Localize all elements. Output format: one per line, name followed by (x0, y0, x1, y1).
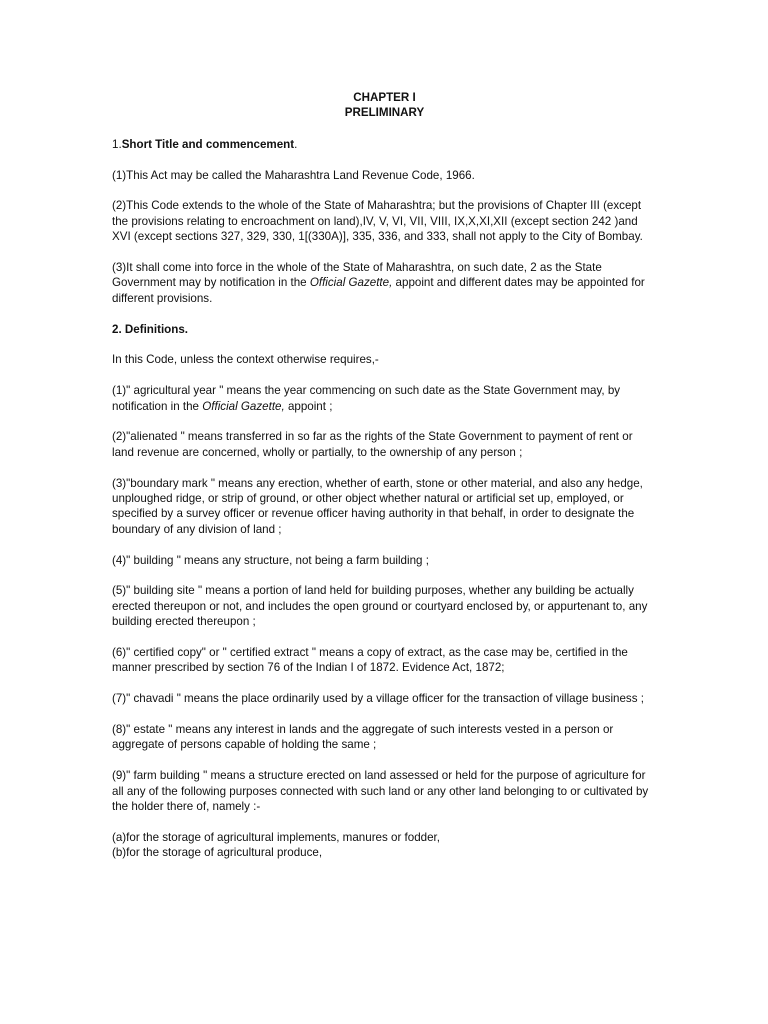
definition-9-item-b: (b)for the storage of agricultural produce, (112, 846, 323, 860)
definition-9-list (112, 830, 657, 861)
definition-1-gazette: Official Gazette, (202, 399, 285, 413)
chapter-heading (112, 90, 657, 121)
section-1-clause-1: (1)This Act may be called the Maharashtra Land Revenue Code, 1966. (112, 168, 475, 182)
definition-6: (6)" certified copy" or " certified extract " means a copy of extract, as the case may be, certified in the manner prescribed by section 76 of the Indian I of 1872. Evidence Act, 1872; (112, 646, 628, 675)
chapter-title: PRELIMINARY (344, 106, 425, 120)
document-page (112, 90, 657, 876)
definition-1 (112, 383, 657, 414)
definition-2: (2)"alienated " means transferred in so far as the rights of the State Government to payment of rent or land revenue are concerned, wholly or partially, to the ownership of any person ; (112, 430, 633, 459)
clause-3-gazette: Official Gazette, (309, 276, 393, 290)
clause-3-text-a: (3)It shall come into force in the whole of the State of Maharashtra, on such date, 2 as the State Government may by notification in the (112, 261, 602, 290)
section-1-dot: . (118, 137, 122, 151)
section-1-heading (112, 137, 657, 152)
section-1-title: Short Title and commencement (121, 137, 295, 151)
definition-8: (8)" estate " means any interest in lands and the aggregate of such interests vested in a person or aggregate of persons capable of holding the same ; (112, 723, 614, 752)
chapter-number: CHAPTER I (353, 91, 416, 104)
definition-9: (9)" farm building " means a structure erected on land assessed or held for the purpose of agriculture for all any of the following purposes connected with such land or any other land belonging to or cultivated by the holder there of, namely :- (112, 769, 649, 814)
definition-4: (4)" building " means any structure, not being a farm building ; (112, 553, 429, 567)
clause-3-text-b: appoint and different dates may be appointed for different provisions. (112, 276, 645, 305)
definition-1-text-b: appoint ; (284, 399, 333, 413)
definition-1-text-a: (1)" agricultural year " means the year commencing on such date as the State Government may, by notification in the (112, 384, 621, 413)
definitions-intro: In this Code, unless the context otherwise requires,- (112, 353, 379, 367)
section-1-trail: . (294, 137, 298, 151)
definition-3: (3)"boundary mark " means any erection, whether of earth, stone or other material, and also any hedge, unploughed ridge, or strip of ground, or other object whether natural or artificial set up, employed, or specified by a survey officer or revenue officer having authority in that behalf, in order to designate the boundary of any division of land ; (112, 476, 643, 536)
section-1-number: 1 (112, 137, 119, 151)
section-1-clause-3 (112, 260, 657, 306)
definition-9-item-a: (a)for the storage of agricultural implements, manures or fodder, (112, 830, 440, 844)
section-1-clause-2: (2)This Code extends to the whole of the State of Maharashtra; but the provisions of Chapter III (except the provisions relating to encroachment on land),IV, V, VI, VII, VIII, IX,X,XI,XII (except section 242 )and XVI (except sections 327, 329, 330, 1[(330A)], 335, 336, and 333, shall not apply to the City of Bombay. (112, 199, 643, 244)
section-2-heading: 2. Definitions. (112, 322, 189, 336)
definition-5: (5)" building site " means a portion of land held for building purposes, whether any building be actually erected thereupon or not, and includes the open ground or courtyard enclosed by, or appurtenant to, any building erected thereupon ; (112, 584, 648, 629)
definition-7: (7)" chavadi " means the place ordinarily used by a village officer for the transaction of village business ; (112, 692, 644, 706)
